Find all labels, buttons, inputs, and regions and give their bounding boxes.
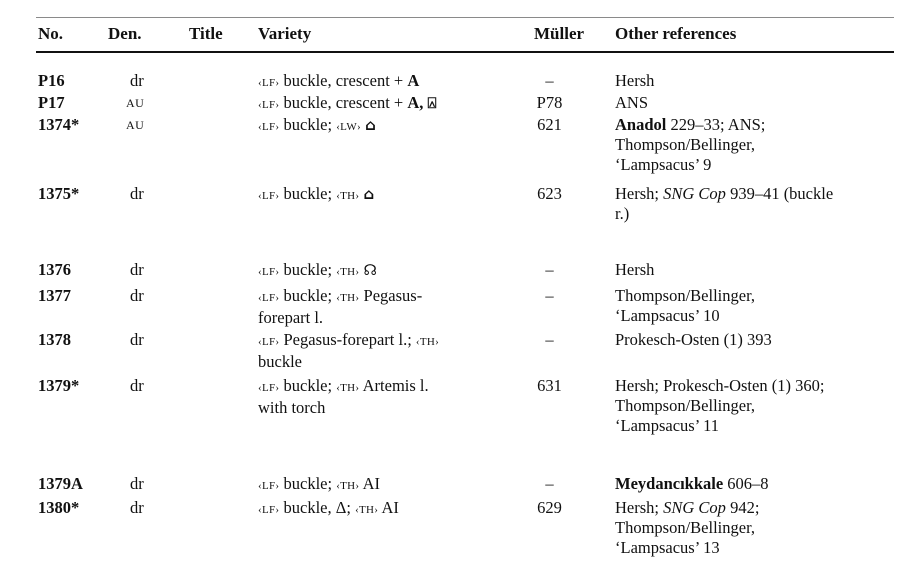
row-denomination: dr [130,498,144,517]
row-denomination: dr [130,184,144,203]
row-number: 1379* [38,376,80,395]
row-references: Thompson/Bellinger, ‘Lampsacus’ 10 [615,286,756,325]
row-references: Prokesch-Osten (1) 393 [615,330,772,349]
row-variety: ‹LF› buckle; ‹TH› ⌂ [258,184,375,203]
row-number: 1376 [38,260,71,279]
row-muller: 621 [537,115,562,134]
row-variety: ‹LF› buckle, Δ; ‹TH› AI [258,498,399,517]
row-references: Hersh; SNG Cop 939–41 (buckle r.) [615,184,834,223]
row-denomination: dr [130,330,144,349]
row-number: 1379A [38,474,83,493]
row-number: 1377 [38,286,71,305]
header-other-references: Other references [615,24,737,43]
row-number: P17 [38,93,65,112]
row-number: 1375* [38,184,80,203]
row-references: Hersh; Prokesch-Osten (1) 360; Thompson/Bellinger, ‘Lampsacus’ 11 [615,376,825,435]
row-muller: – [545,71,554,90]
row-muller: 629 [537,498,562,517]
monogram-icon: ☊ [363,261,377,279]
row-number: P16 [38,71,65,90]
row-number: 1378 [38,330,71,349]
header-title: Title [189,24,223,43]
row-variety: ‹LF› Pegasus-forepart l.; ‹TH› buckle [258,330,440,371]
row-variety: ‹LF› buckle; ‹LW› ⌂ [258,115,376,134]
header-den: Den. [108,24,142,43]
row-number: 1380* [38,498,80,517]
row-denomination: dr [130,71,144,90]
row-denomination: dr [130,474,144,493]
top-rule [36,17,894,18]
header-muller: Müller [534,24,585,43]
row-muller: P78 [536,93,563,112]
row-denomination: dr [130,376,144,395]
row-muller: – [545,474,554,493]
row-muller: 631 [537,376,562,395]
row-denomination: AU [126,96,145,110]
row-muller: 623 [537,184,562,203]
row-variety: ‹LF› buckle; ‹TH› AI [258,474,381,493]
row-references: Meydancıkkale 606–8 [615,474,769,493]
row-denomination: dr [130,286,144,305]
row-variety: ‹LF› buckle; ‹TH› Pegasus- forepart l. [258,286,423,327]
row-variety: ‹LF› buckle; ‹TH› ☊ [258,260,377,279]
header-rule [36,51,894,53]
header-no: No. [38,24,64,43]
row-number: 1374* [38,115,80,134]
row-variety: ‹LF› buckle; ‹TH› Artemis l. with torch [258,376,429,417]
row-denomination: AU [126,118,145,132]
row-references: Anadol 229–33; ANS; Thompson/Bellinger, ‘Lampsacus’ 9 [615,115,766,174]
row-muller: – [545,330,554,349]
header-variety: Variety [258,24,312,43]
row-muller: – [545,286,554,305]
row-references: Hersh; SNG Cop 942; Thompson/Bellinger, ‘Lampsacus’ 13 [615,498,760,557]
monogram-icon: ⌂ [365,116,376,134]
row-variety: ‹LF› buckle, crescent + A, ⍓ [258,93,437,112]
row-references: Hersh [615,71,655,90]
monogram-icon: ⌂ [363,185,375,203]
row-denomination: dr [130,260,144,279]
row-references: ANS [615,93,649,112]
row-muller: – [545,260,554,279]
row-references: Hersh [615,260,655,279]
monogram-icon: ⍓ [427,94,437,112]
row-variety: ‹LF› buckle, crescent + A [258,71,420,90]
